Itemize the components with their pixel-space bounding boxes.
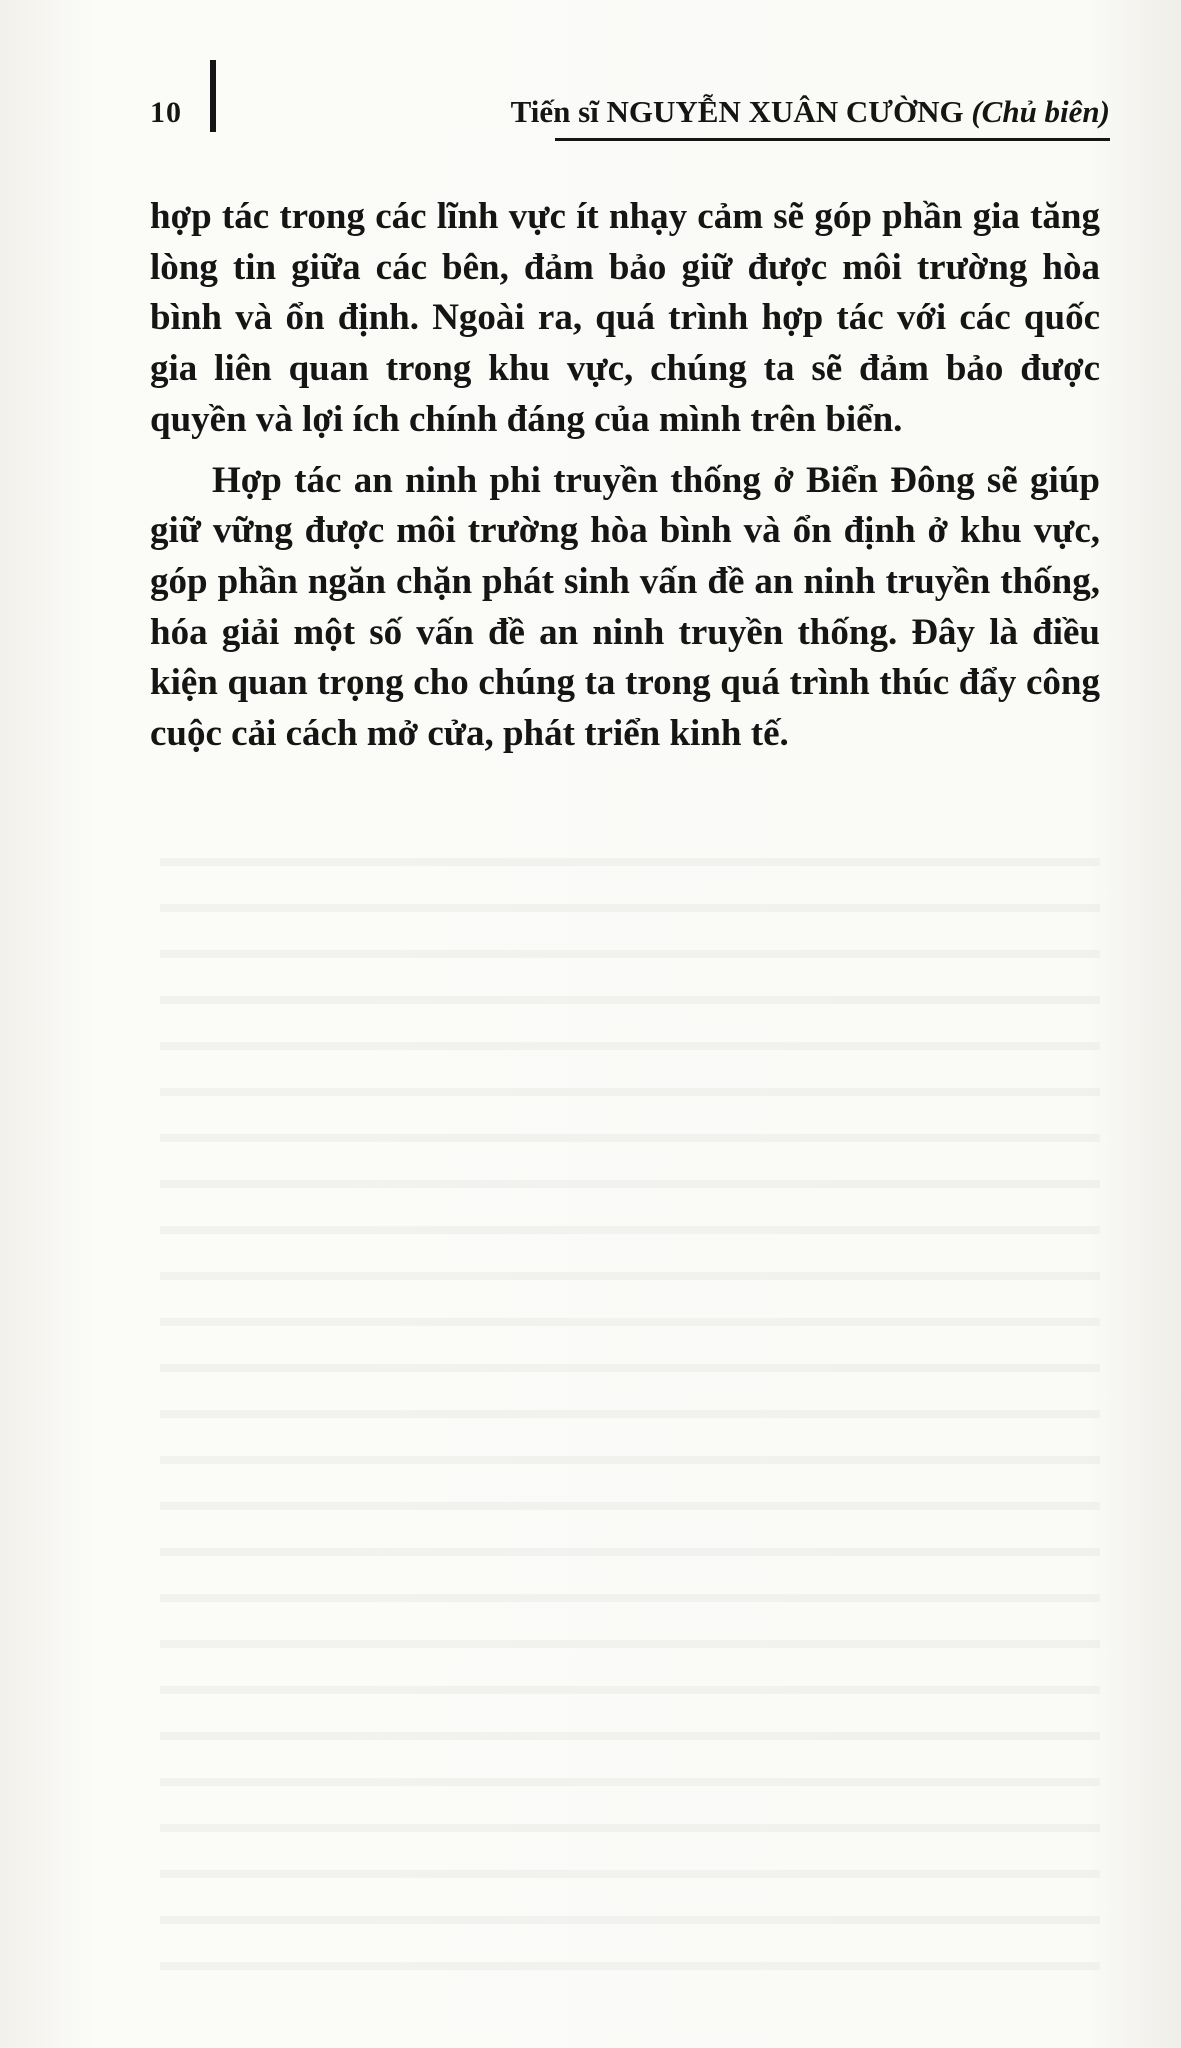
paragraph-nontraditional-security: Hợp tác an ninh phi truyền thống ở Biển Đông sẽ giúp giữ vững được môi trường hòa bình và ổn định ở khu vực, góp phần ngăn chặn phát sinh vấn đề an ninh truyền thống, hóa giải một số vấn đề an ninh truyền thống. Đây là điều kiện quan trọng cho chúng ta trong quá trình thúc đẩy công cuộc cải cách mở cửa, phát triển kinh tế. xyxy=(150,459,1100,755)
body-text xyxy=(150,192,1100,770)
paragraph-continuation: hợp tác trong các lĩnh vực ít nhạy cảm sẽ góp phần gia tăng lòng tin giữa các bên, đảm bảo giữ được môi trường hòa bình và ổn định. Ngoài ra, quá trình hợp tác với các quốc gia liên quan trong khu vực, chúng ta sẽ đảm bảo được quyền và lợi ích chính đáng của mình trên biển. xyxy=(150,196,1100,440)
page-header xyxy=(150,60,1110,140)
author-name: Tiến sĩ NGUYỄN XUÂN CƯỜNG xyxy=(510,94,964,129)
show-through-text xyxy=(160,820,1100,2000)
header-divider xyxy=(210,60,216,132)
editor-note: (Chủ biên) xyxy=(971,94,1110,129)
header-rule xyxy=(555,138,1110,141)
page-number: 10 xyxy=(150,96,182,129)
running-head xyxy=(511,94,1110,130)
